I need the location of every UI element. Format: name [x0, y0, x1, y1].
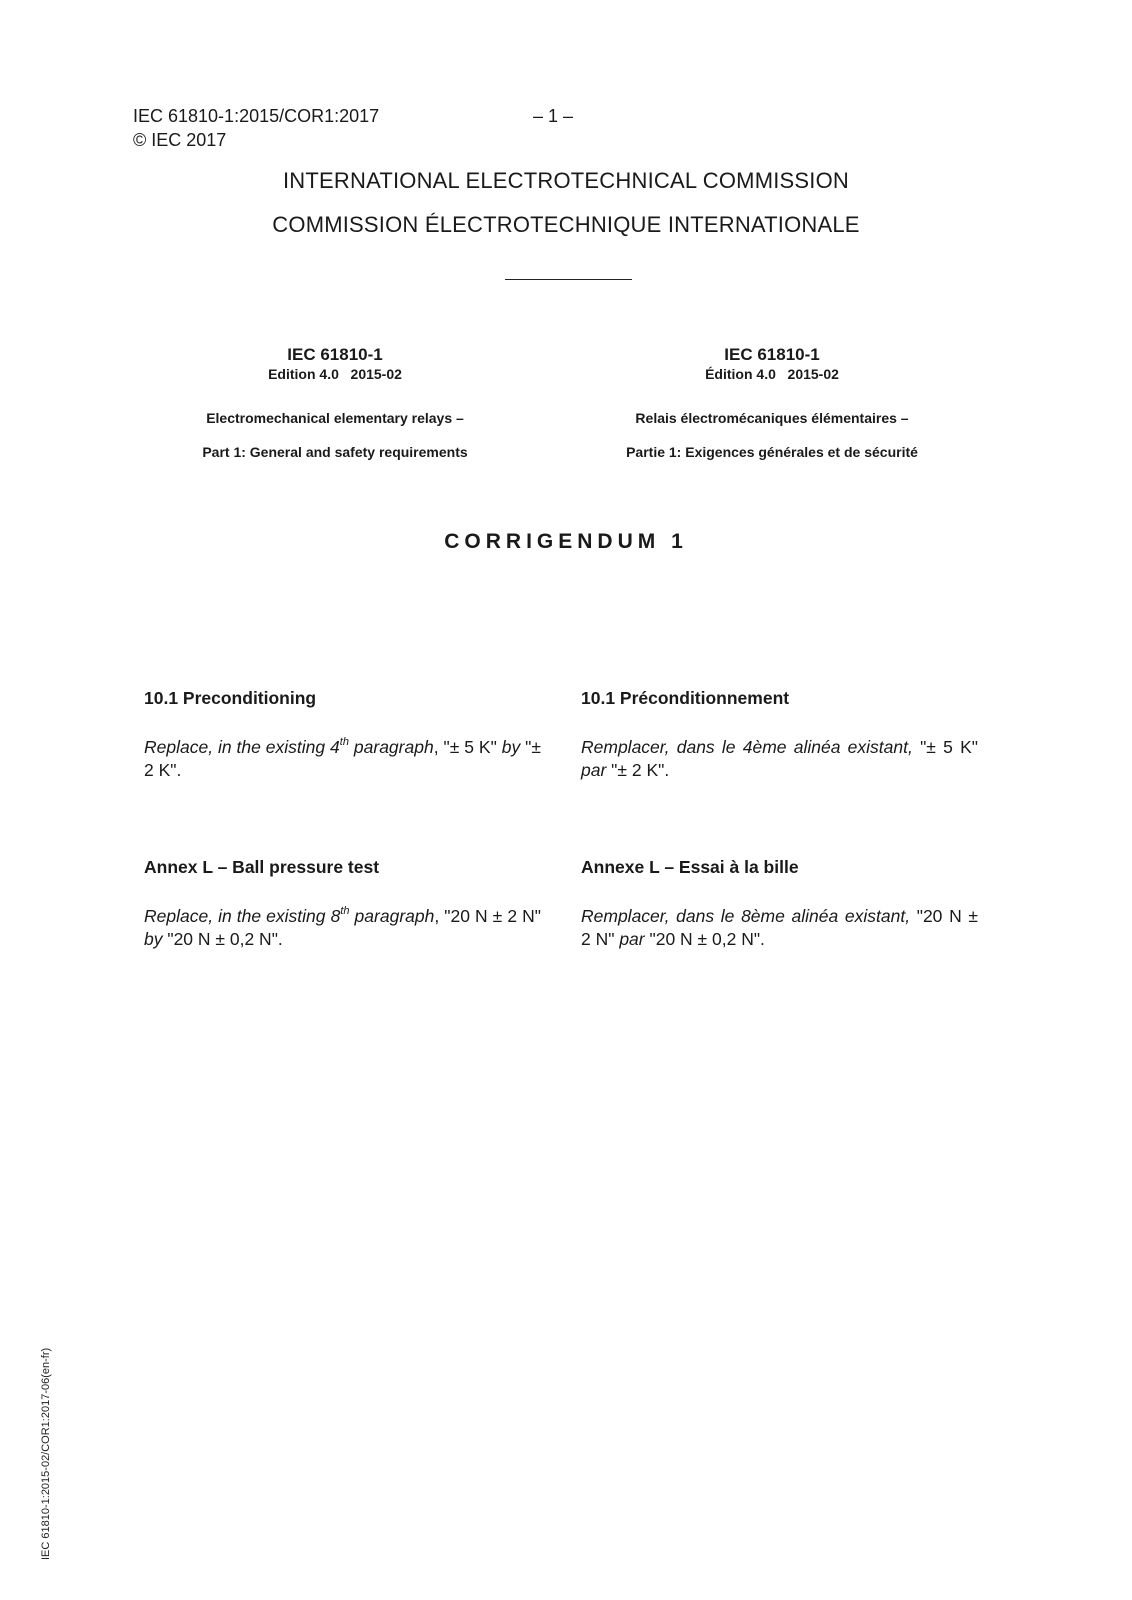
- new-value: "20 N ± 0,2 N".: [167, 929, 283, 949]
- punctuation: ,: [433, 737, 439, 757]
- edition-fr: Édition 4.0 2015-02: [705, 366, 839, 382]
- old-value: "± 5 K": [920, 737, 978, 757]
- old-value: , "20 N ± 2 N": [434, 906, 541, 926]
- instruction-text: Replace, in the existing 4: [144, 737, 340, 757]
- ordinal-suffix: th: [339, 736, 349, 749]
- organization-name-en: INTERNATIONAL ELECTROTECHNICAL COMMISSION: [283, 168, 849, 193]
- replace-keyword: by: [501, 737, 521, 757]
- replace-keyword: by: [144, 929, 163, 949]
- standard-title-fr-line2: Partie 1: Exigences générales et de sécurité: [626, 444, 918, 460]
- standard-title-fr-line1: Relais électromécaniques élémentaires –: [635, 410, 909, 426]
- standard-title-en-line1: Electromechanical elementary relays –: [206, 410, 464, 426]
- title-divider: [505, 279, 632, 280]
- side-reference-code: IEC 61810-1:2015-02/COR1:2017-06(en-fr): [40, 1347, 52, 1560]
- instruction-text: paragraph: [348, 737, 434, 757]
- copyright-notice: © IEC 2017: [133, 130, 227, 150]
- new-value: "20 N ± 0,2 N".: [649, 929, 765, 949]
- edition-en: Edition 4.0 2015-02: [268, 366, 402, 382]
- page-number: – 1 –: [533, 106, 574, 126]
- standard-block-fr: [602, 345, 942, 461]
- section-body-annex-l-fr: [581, 905, 978, 951]
- section-heading-annex-l-fr: Annexe L – Essai à la bille: [581, 857, 799, 877]
- section-heading-annex-l-en: Annex L – Ball pressure test: [144, 857, 380, 877]
- replace-keyword: par: [581, 760, 607, 780]
- new-value: "± 2 K".: [144, 737, 541, 780]
- standard-number-fr: IEC 61810-1: [724, 345, 820, 364]
- instruction-text: paragraph: [349, 906, 435, 926]
- standard-title-en-line2: Part 1: General and safety requirements: [202, 444, 468, 460]
- corrigendum-label: CORRIGENDUM 1: [444, 530, 688, 553]
- section-body-annex-l-en: [144, 905, 541, 951]
- old-value: "± 5 K": [443, 737, 497, 757]
- standard-number-en: IEC 61810-1: [287, 345, 383, 364]
- standard-block-en: [165, 345, 505, 461]
- section-heading-preconditioning-en: 10.1 Preconditioning: [144, 688, 317, 708]
- document-id: IEC 61810-1:2015/COR1:2017: [133, 106, 380, 126]
- instruction-text: Remplacer, dans le 8ème alinéa existant,: [581, 906, 911, 926]
- section-heading-preconditioning-fr: 10.1 Préconditionnement: [581, 688, 790, 708]
- old-value: "20 N ± 2 N": [581, 906, 978, 949]
- new-value: "± 2 K".: [611, 760, 670, 780]
- organization-name-fr: COMMISSION ÉLECTROTECHNIQUE INTERNATIONALE: [272, 212, 860, 237]
- section-body-preconditioning-en: [144, 736, 541, 782]
- ordinal-suffix: th: [340, 905, 350, 918]
- instruction-text: Remplacer, dans le 4ème alinéa existant,: [581, 737, 913, 757]
- section-body-preconditioning-fr: [581, 736, 978, 782]
- replace-keyword: par: [619, 929, 645, 949]
- instruction-text: Replace, in the existing 8: [144, 906, 341, 926]
